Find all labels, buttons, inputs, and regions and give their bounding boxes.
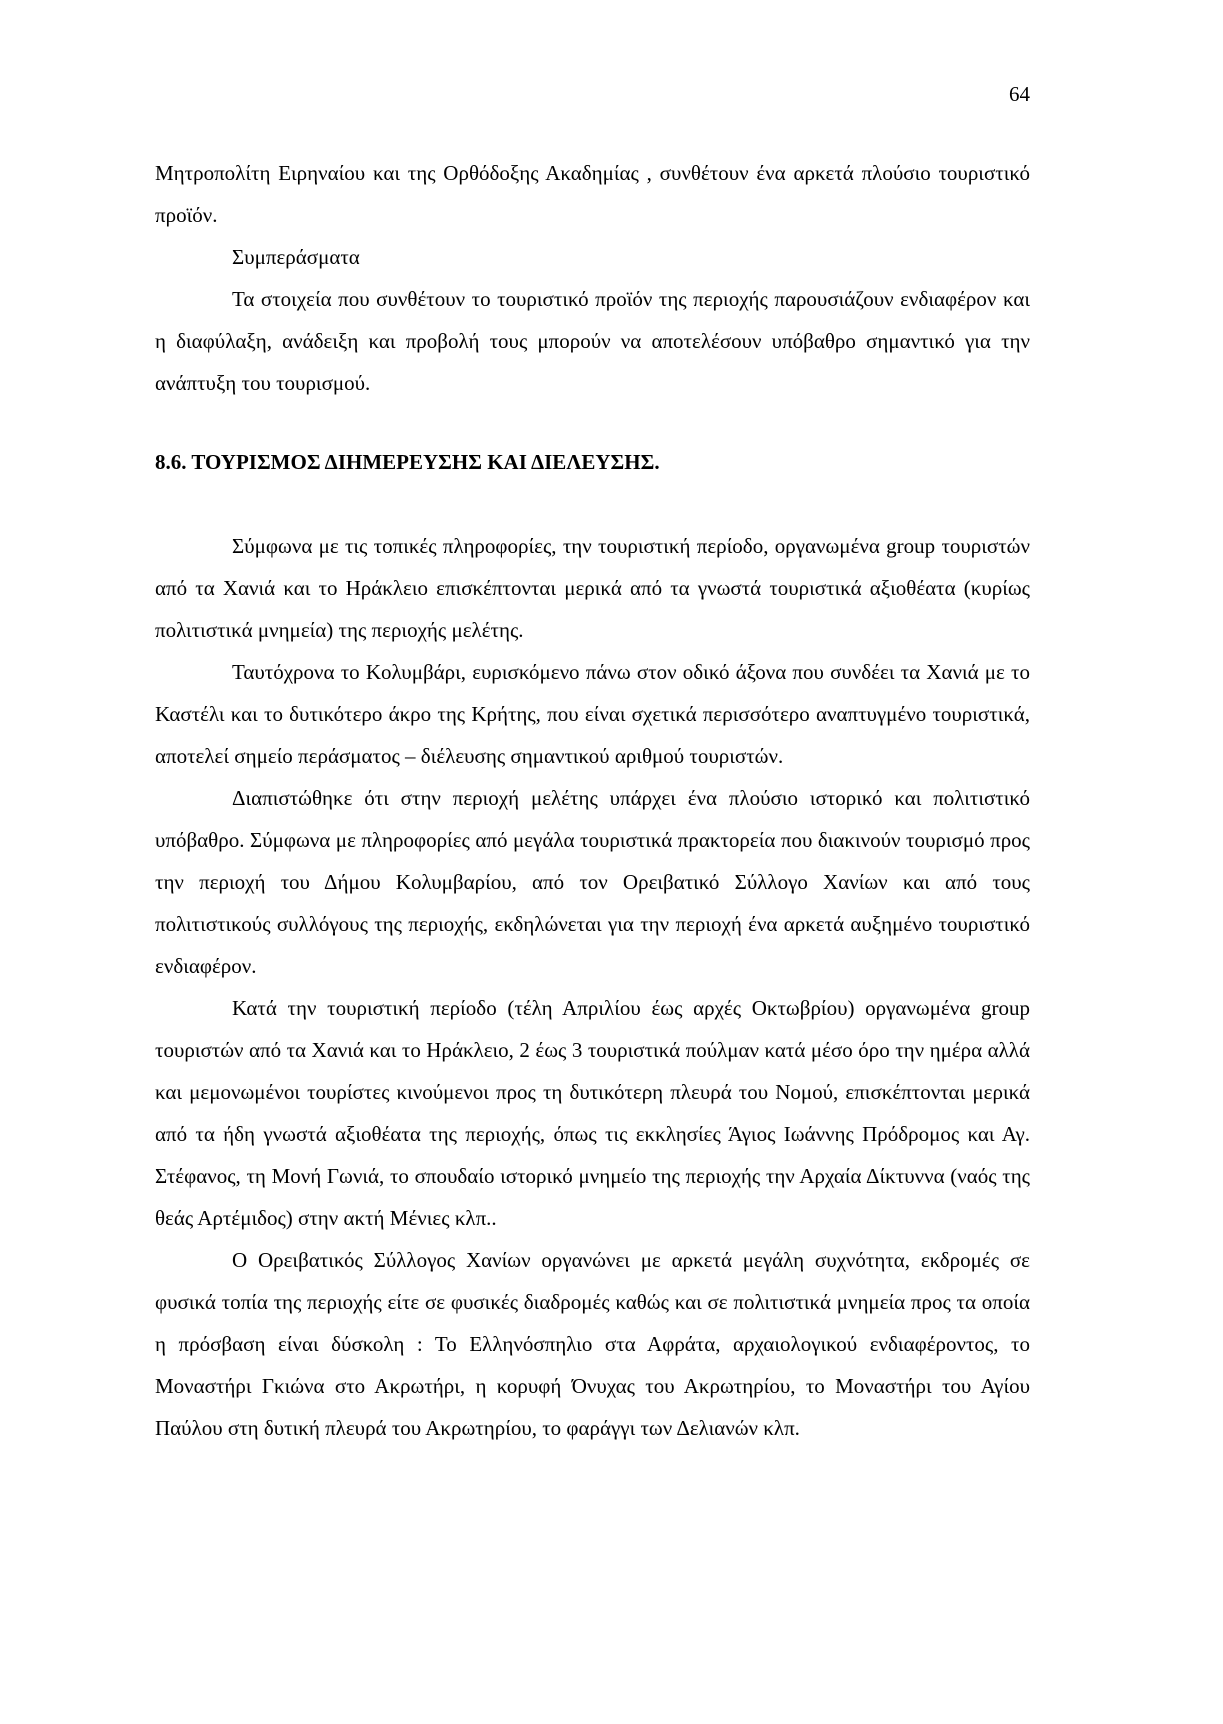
subheading-conclusions: Συμπεράσματα — [232, 245, 360, 269]
paragraph: Διαπιστώθηκε ότι στην περιοχή μελέτης υπάρχει ένα πλούσιο ιστορικό και πολιτιστικό υπόβαθρο. Σύμφωνα με πληροφορίες από μεγάλα τουριστικά πρακτορεία που διακινούν τουρισμό προς την περιοχή του Δήμου Κολυμβαρίου, από τον Ορειβατικό Σύλλογο Χανίων και από τους πολιτιστικούς συλλόγους της περιοχής, εκδηλώνεται για την περιοχή ένα αρκετά αυξημένο τουριστικό ενδιαφέρον. — [155, 786, 1030, 978]
page-number: 64 — [1009, 82, 1030, 106]
section-heading: 8.6. ΤΟΥΡΙΣΜΟΣ ΔΙΗΜΕΡΕΥΣΗΣ ΚΑΙ ΔΙΕΛΕΥΣΗΣ. — [155, 450, 660, 474]
paragraph: Ταυτόχρονα το Κολυμβάρι, ευρισκόμενο πάνω στον οδικό άξονα που συνδέει τα Χανιά με το Καστέλι και το δυτικότερο άκρο της Κρήτης, που είναι σχετικά περισσότερο αναπτυγμένο τουριστικά, αποτελεί σημείο περάσματος – διέλευσης σημαντικού αριθμού τουριστών. — [155, 660, 1030, 768]
document-body — [155, 152, 1030, 1449]
paragraph-conclusions: Τα στοιχεία που συνθέτουν το τουριστικό προϊόν της περιοχής παρουσιάζουν ενδιαφέρον και η διαφύλαξη, ανάδειξη και προβολή τους μπορούν να αποτελέσουν υπόβαθρο σημαντικό για την ανάπτυξη του τουρισμού. — [155, 287, 1030, 395]
paragraph: Σύμφωνα με τις τοπικές πληροφορίες, την τουριστική περίοδο, οργανωμένα group τουριστών από τα Χανιά και το Ηράκλειο επισκέπτονται μερικά από τα γνωστά τουριστικά αξιοθέατα (κυρίως πολιτιστικά μνημεία) της περιοχής μελέτης. — [155, 534, 1030, 642]
paragraph: Κατά την τουριστική περίοδο (τέλη Απριλίου έως αρχές Οκτωβρίου) οργανωμένα group τουριστών από τα Χανιά και το Ηράκλειο, 2 έως 3 τουριστικά πούλμαν κατά μέσο όρο την ημέρα αλλά και μεμονωμένοι τουρίστες κινούμενοι προς τη δυτικότερη πλευρά του Νομού, επισκέπτονται μερικά από τα ήδη γνωστά αξιοθέατα της περιοχής, όπως τις εκκλησίες Άγιος Ιωάννης Πρόδρομος και Αγ. Στέφανος, τη Μονή Γωνιά, το σπουδαίο ιστορικό μνημείο της περιοχής την Αρχαία Δίκτυννα (ναός της θεάς Αρτέμιδος) στην ακτή Μένιες κλπ.. — [155, 996, 1030, 1230]
paragraph: Ο Ορειβατικός Σύλλογος Χανίων οργανώνει με αρκετά μεγάλη συχνότητα, εκδρομές σε φυσικά τοπία της περιοχής είτε σε φυσικές διαδρομές καθώς και σε πολιτιστικά μνημεία προς τα οποία η πρόσβαση είναι δύσκολη : Το Ελληνόσπηλιο στα Αφράτα, αρχαιολογικού ενδιαφέροντος, το Μοναστήρι Γκιώνα στο Ακρωτήρι, η κορυφή Όνυχας του Ακρωτηρίου, το Μοναστήρι του Αγίου Παύλου στη δυτική πλευρά του Ακρωτηρίου, το φαράγγι των Δελιανών κλπ. — [155, 1248, 1030, 1440]
paragraph-continued: Μητροπολίτη Ειρηναίου και της Ορθόδοξης Ακαδημίας , συνθέτουν ένα αρκετά πλούσιο τουριστικό προϊόν. — [155, 161, 1030, 227]
